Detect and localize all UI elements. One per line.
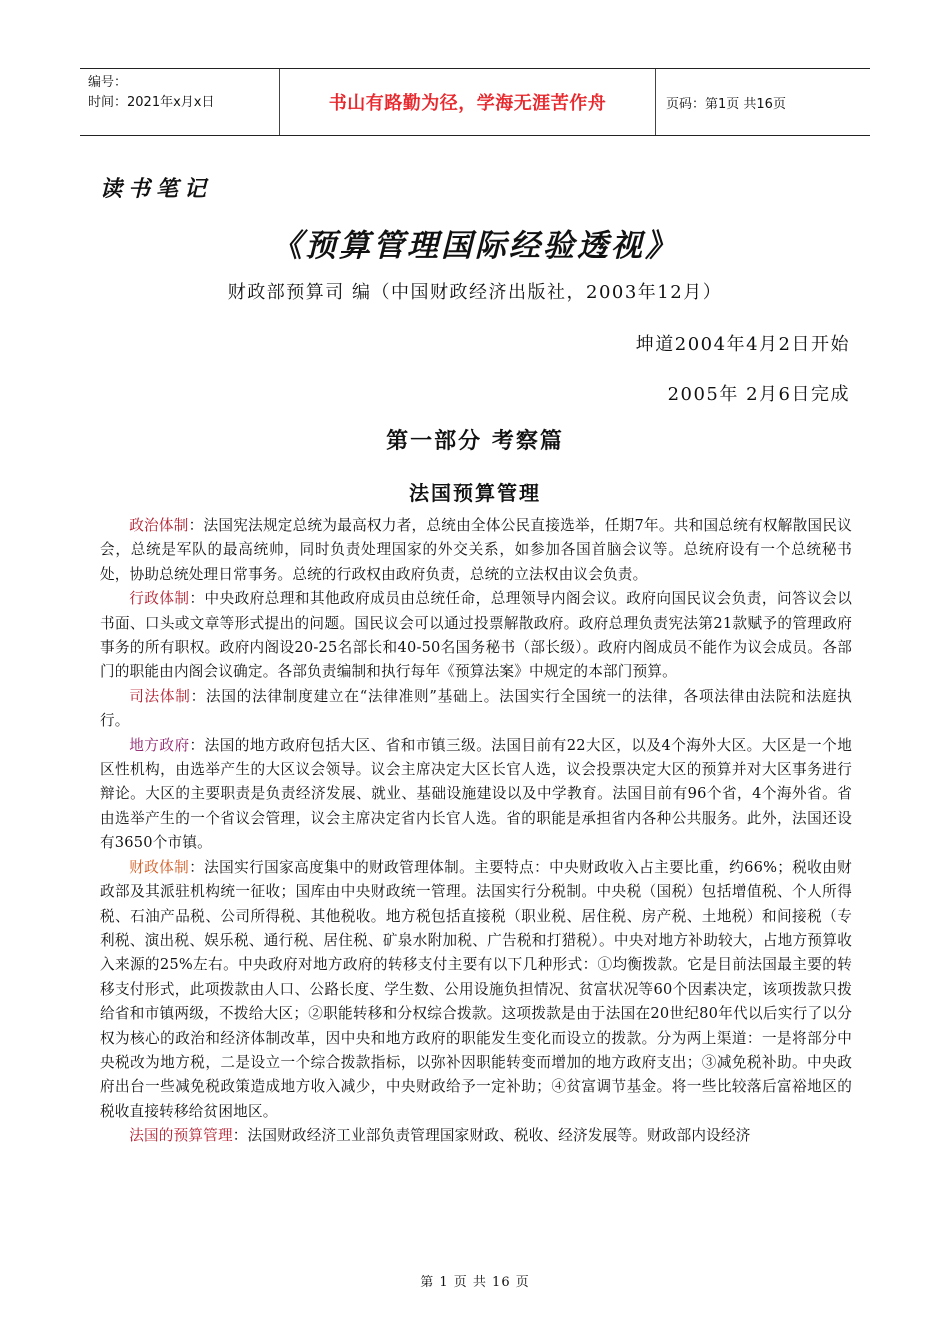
header-motto-cell <box>280 69 656 135</box>
section-title: 法国预算管理 <box>409 481 541 505</box>
header-page-cell <box>656 69 870 135</box>
paragraph-text: ：法国财政经济工业部负责管理国家财政、税收、经济发展等。财政部内设经济 <box>232 1127 751 1145</box>
doc-label: 读书笔记 <box>100 176 213 202</box>
paragraph-text: ：法国的法律制度建立在“法律准则”基础上。法国实行全国统一的法律，各项法律由法院和法庭执行。 <box>100 687 852 730</box>
body-text <box>100 514 852 1149</box>
term-label: 行政体制 <box>129 590 190 608</box>
term-label: 法国的预算管理 <box>129 1127 233 1145</box>
paragraph-text: ：法国宪法规定总统为最高权力者，总统由全体公民直接选举，任期7年。共和国总统有权解散国民议会，总统是军队的最高统帅，同时负责处理国家的外交关系，如参加各国首脑会议等。总统府设有一个总统秘书处，协助总统处理日常事务。总统的行政权由政府负责，总统的立法权由议会负责。 <box>100 517 852 583</box>
doc-end-date: 2005年 2月6日完成 <box>667 384 850 405</box>
time-label: 时间：2021年x月x日 <box>88 95 215 110</box>
paragraph-text: ：法国的地方政府包括大区、省和市镇三级。法国目前有22大区，以及4个海外大区。大区是一个地区性机构，由选举产生的大区议会领导。议会主席决定大区长官人选，议会投票决定大区的预算并对大区事务进行辩论。大区的主要职责是负责经济发展、就业、基础设施建设以及中学教育。法国目前有96个省，4个海外省。省由选举产生的一个省议会管理，议会主席决定省内长官人选。省的职能是承担省内各种公共服务。此外，法国还设有3650个市镇。 <box>100 736 852 852</box>
header-meta <box>80 69 280 135</box>
doc-author: 财政部预算司 编（中国财政经济出版社，2003年12月） <box>227 282 723 303</box>
doc-title: 《预算管理国际经验透视》 <box>271 228 679 264</box>
term-label: 政治体制 <box>129 517 189 534</box>
term-label: 财政体制 <box>129 858 190 876</box>
paragraph-fiscal-system <box>100 856 852 1124</box>
paragraph-text: ：法国实行国家高度集中的财政管理体制。主要特点：中央财政收入占主要比重，约66%；税收由财政部及其派驻机构统一征收；国库由中央财政统一管理。法国实行分税制。中央税（国税）包括增值税、个人所得税、石油产品税、公司所得税、其他税收。地方税包括直接税（职业税、居住税、房产税、土地税）和间接税（专利税、演出税、娱乐税、通行税、居住税、矿泉水附加税、广告税和打猎税）。中央对地方补助较大，占地方预算收入来源的25%左右。中央政府对地方政府的转移支付主要有以下几种形式：①均衡拨款。它是目前法国最主要的转移支付形式，此项拨款由人口、公路长度、学生数、公用设施负担情况、贫富状况等60个因素决定，该项拨款只拨给省和市镇两级，不拨给大区；②职能转移和分权综合拨款。这项拨款是由于法国在20世纪80年代以后实行了以分权为核心的政治和经济体制改革，因中央和地方政府的职能发生变化而设立的拨款。分为两上渠道：一是将部分中央税改为地方税，二是设立一个综合拨款指标，以弥补因职能转变而增加的地方政府支出；③减免税补助。中央政府出台一些减免税政策造成地方收入减少，中央财政给予一定补助；④贫富调节基金。将一些比较落后富裕地区的税收直接转移给贫困地区。 <box>100 858 852 1120</box>
page-footer <box>0 1271 950 1290</box>
doc-start-date: 坤道2004年4月2日开始 <box>635 334 850 355</box>
paragraph-budget-management <box>100 1124 852 1148</box>
paragraph-text: ：中央政府总理和其他政府成员由总统任命，总理领导内阁会议。政府向国民议会负责，问答议会以书面、口头或文章等形式提出的问题。国民议会可以通过投票解散政府。政府总理负责宪法第21款赋予的管理政府事务的所有职权。政府内阁设20-25名部长和40-50名国务秘书（部长级）。政府内阁成员不能作为议会成员。各部门的职能由内阁会议确定。各部负责编制和执行每年《预算法案》中规定的本部门预算。 <box>100 590 852 681</box>
paragraph-administration <box>100 587 852 685</box>
part-title: 第一部分 考察篇 <box>386 428 564 454</box>
number-label: 编号： <box>88 75 128 90</box>
footer-page-number: 第 1 页 共 16 页 <box>420 1275 530 1290</box>
motto: 书山有路勤为径，学海无涯苦作舟 <box>328 93 607 114</box>
paragraph-politics <box>100 514 852 587</box>
paragraph-local-government <box>100 734 852 856</box>
page-info: 页码：第1页 共16页 <box>666 96 786 112</box>
paragraph-judiciary <box>100 685 852 734</box>
term-label: 司法体制 <box>129 687 191 705</box>
header-table <box>80 68 870 136</box>
term-label: 地方政府 <box>129 736 190 754</box>
